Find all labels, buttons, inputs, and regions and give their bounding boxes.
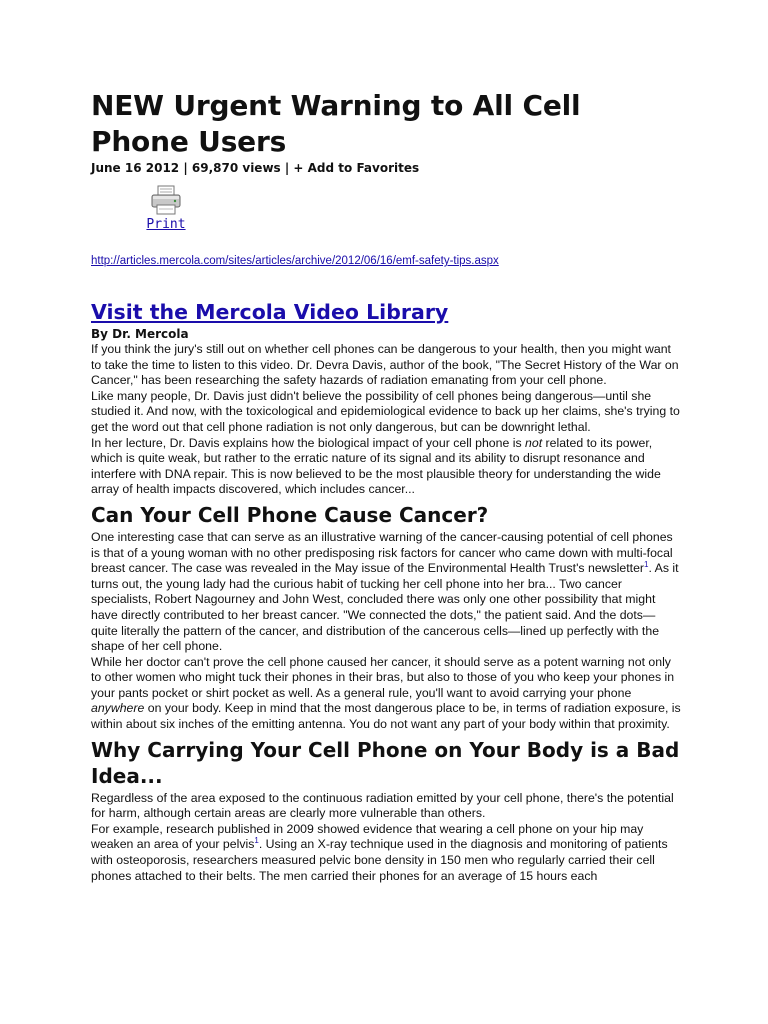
emphasis-text: not xyxy=(525,435,543,450)
print-block[interactable] xyxy=(146,185,186,233)
emphasis-text: anywhere xyxy=(91,701,145,716)
section-heading-carrying: Why Carrying Your Cell Phone on Your Body is a Bad Idea... xyxy=(91,737,680,788)
byline: By Dr. Mercola xyxy=(91,327,189,341)
printer-icon[interactable] xyxy=(150,185,182,215)
section2-paragraph-1: Regardless of the area exposed to the continuous radiation emitted by your cell phone, there's the potential for harm, although certain areas are clearly more vulnerable than others. xyxy=(91,790,674,821)
intro-paragraph-2: Like many people, Dr. Davis just didn't believe the possibility of cell phones being dangerous—until she studied it. And now, with the toxicological and epidemiological evidence to back up her claims, she's trying to get the word out that cell phone radiation is not only dangerous, but can be downright lethal. xyxy=(91,388,680,434)
print-link[interactable]: Print xyxy=(146,217,186,232)
text-run: . As it turns out, the young lady had the curious habit of tucking her cell phone into her bra... Two cancer specialists, Robert Nagourney and John West, concluded there was only one other possibility that might have directly contributed to her breast cancer. "We connected the dots," the patient said. And the dots—quite literally the pattern of the cancer, and distribution of the cancerous cells—lined up perfectly with the shape of her cell phone. xyxy=(91,561,679,654)
section1-paragraph-2 xyxy=(91,655,681,733)
text-run: For example, research published in 2009 showed evidence that wearing a cell phone on your hip may weaken an area of your pelvis xyxy=(91,821,644,852)
text-run: In her lecture, Dr. Davis explains how the biological impact of your cell phone is xyxy=(91,435,526,450)
text-run: . Using an X-ray technique used in the diagnosis and monitoring of patients with osteoporosis, researchers measured pelvic bone density in 150 men who regularly carried their cell phones attached to their belts. The men carried their phones for an average of 15 hours each xyxy=(91,837,668,883)
text-run: related to its power, which is quite weak, but rather to the erratic nature of its signal and its ability to disrupt resonance and interfere with DNA repair. This is now believed to be the most plausible theory for understanding the wide array of health impacts discovered, which includes cancer... xyxy=(91,435,661,497)
section2-paragraph-2 xyxy=(91,822,681,884)
article-page xyxy=(91,88,681,884)
article-meta: June 16 2012 | 69,870 views | + Add to Favorites xyxy=(91,161,420,175)
footnote-link[interactable]: 1 xyxy=(644,560,649,570)
intro-paragraph-1: If you think the jury's still out on whether cell phones can be dangerous to your health, then you might want to take the time to listen to this video. Dr. Devra Davis, author of the book, "The Secret History of the War on Cancer," has been researching the safety hazards of radiation emanating from your cell phone. xyxy=(91,342,679,388)
article-title: NEW Urgent Warning to All Cell Phone Users xyxy=(91,89,581,158)
text-run: on your body. Keep in mind that the most dangerous place to be, in terms of radiation exposure, is within about six inches of the emitting antenna. You do not want any part of your body within that proximity. xyxy=(91,701,681,732)
video-library-link[interactable]: Visit the Mercola Video Library xyxy=(91,300,449,324)
text-run: While her doctor can't prove the cell phone caused her cancer, it should serve as a potent warning not only to other women who might tuck their phones in their bras, but also to those of you who keep your phones in your pants pocket or shirt pocket as well. As a general rule, you'll want to avoid carrying your phone xyxy=(91,654,675,700)
source-url-link[interactable]: http://articles.mercola.com/sites/articles/archive/2012/06/16/emf-safety-tips.aspx xyxy=(91,255,499,267)
section1-paragraph-1 xyxy=(91,530,681,655)
footnote-link[interactable]: 1 xyxy=(254,836,259,846)
section-heading-cancer: Can Your Cell Phone Cause Cancer? xyxy=(91,502,489,527)
intro-paragraph-3 xyxy=(91,436,681,498)
text-run: One interesting case that can serve as an illustrative warning of the cancer-causing potential of cell phones is that of a young woman with no other predisposing risk factors for cancer who came down with multi-focal breast cancer. The case was revealed in the May issue of the Environmental Health Trust's newsletter xyxy=(91,529,673,576)
